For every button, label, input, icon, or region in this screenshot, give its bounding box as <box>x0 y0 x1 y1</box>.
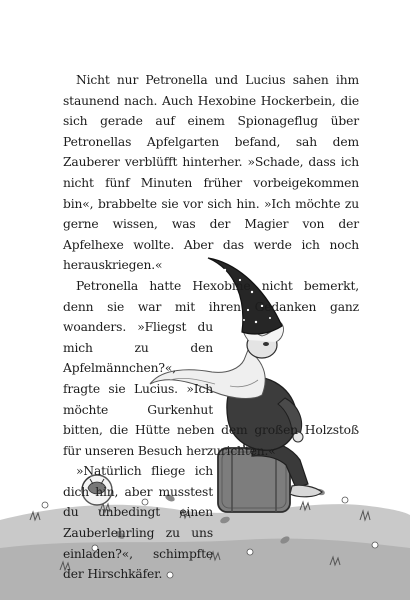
paragraph-1: Nicht nur Petronella und Lucius sahen ihm staunend nach. Auch Hexobine Hockerbein, die sich gerade auf einem Spionageflug über Petronellas Apfelgarten befand, sah dem Zauberer verblüfft hinterher. »Schade, dass ich nicht fünf Minuten früher vorbeigekommen bin«, brabbelte sie vor sich hin. »Ich möchte zu gerne wissen, was der Magier von der Apfelhexe wollte. Aber das werde ich noch herauskriegen.« <box>63 73 359 273</box>
paragraph-3: »Natürlich fliege ich dich hin, aber musstest du unbedingt einen Zauberlehrling zu uns einladen?«, schimpfte der Hirschkäfer. <box>63 464 213 582</box>
text-wrap-spacer <box>213 276 359 414</box>
page-text <box>63 70 359 585</box>
paragraph-2: Petronella hatte Hexobine nicht bemerkt, denn sie war mit ihren Gedanken ganz woanders. »Fliegst du mich zu den Apfelmännchen?«, fragte sie Lucius. »Ich möchte Gurkenhut bitten, die Hütte neben dem großen Holzstoß für unseren Besuch herzurichten.« <box>63 276 359 461</box>
